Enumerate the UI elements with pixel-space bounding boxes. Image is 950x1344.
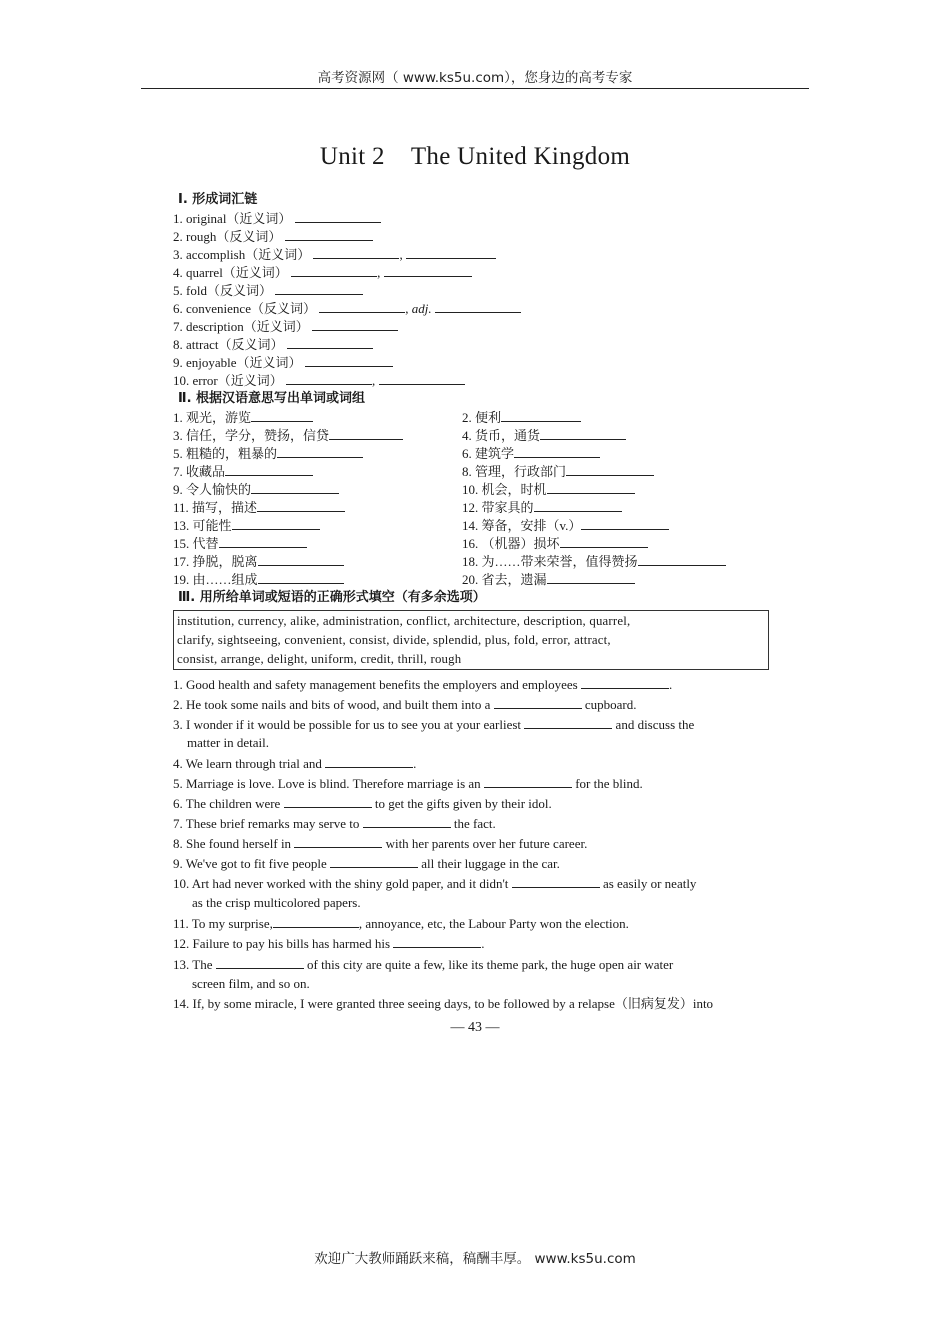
page-number: — 43 —: [450, 1020, 500, 1035]
word-box: [173, 610, 769, 670]
translate-item: 12. 带家具的: [462, 499, 622, 516]
answer-blank[interactable]: [285, 228, 373, 241]
answer-blank[interactable]: [329, 427, 403, 440]
answer-blank[interactable]: [313, 246, 399, 259]
fill-question: 6. The children were to get the gifts given by their idol.: [173, 796, 552, 811]
answer-blank[interactable]: [484, 775, 572, 788]
vocab-item: 3. accomplish（近义词） ,: [173, 246, 496, 263]
answer-blank[interactable]: [406, 246, 496, 259]
vocab-item: 10. error（近义词） ,: [173, 372, 465, 389]
fill-question: 12. Failure to pay his bills has harmed his .: [173, 936, 485, 951]
answer-blank[interactable]: [325, 755, 413, 768]
answer-blank[interactable]: [524, 716, 612, 729]
section-3-heading: Ⅲ. 用所给单词或短语的正确形式填空（有多余选项）: [178, 590, 486, 605]
fill-question: 8. She found herself in with her parents over her future career.: [173, 836, 588, 851]
translate-item: 17. 挣脱，脱离: [173, 553, 344, 570]
translate-item: 15. 代替: [173, 535, 307, 552]
answer-blank[interactable]: [312, 318, 398, 331]
answer-blank[interactable]: [384, 264, 472, 277]
answer-blank[interactable]: [232, 517, 320, 530]
answer-blank[interactable]: [273, 915, 359, 928]
fill-question: 1. Good health and safety management benefits the employers and employees .: [173, 677, 673, 692]
title-unit: Unit 2: [319, 143, 385, 170]
answer-blank[interactable]: [219, 535, 307, 548]
page-header: 高考资源网（ www.ks5u.com），您身边的高考专家: [317, 70, 633, 86]
answer-blank[interactable]: [284, 795, 372, 808]
answer-blank[interactable]: [512, 875, 600, 888]
translate-item: 2. 便利: [462, 409, 581, 426]
title-name: The United Kingdom: [410, 143, 631, 170]
fill-question: 9. We've got to fit five people all their luggage in the car.: [173, 856, 560, 871]
answer-blank[interactable]: [277, 445, 363, 458]
answer-blank[interactable]: [295, 210, 381, 223]
answer-blank[interactable]: [435, 300, 521, 313]
translate-item: 18. 为……带来荣誉，值得赞扬: [462, 553, 726, 570]
fill-question: 5. Marriage is love. Love is blind. Therefore marriage is an for the blind.: [173, 776, 643, 791]
answer-blank[interactable]: [251, 409, 313, 422]
answer-blank[interactable]: [638, 553, 726, 566]
fill-question: 10. Art had never worked with the shiny gold paper, and it didn't as easily or neatly: [173, 876, 697, 891]
fill-question: 7. These brief remarks may serve to the fact.: [173, 816, 496, 831]
answer-blank[interactable]: [257, 499, 345, 512]
fill-question: 14. If, by some miracle, I were granted three seeing days, to be followed by a relapse（旧病复发）into: [173, 996, 714, 1011]
answer-blank[interactable]: [258, 571, 344, 584]
fill-question: 4. We learn through trial and .: [173, 756, 417, 771]
vocab-item: 1. original（近义词）: [173, 210, 381, 227]
answer-blank[interactable]: [547, 571, 635, 584]
answer-blank[interactable]: [581, 517, 669, 530]
vocab-item: 8. attract（反义词）: [173, 336, 373, 353]
answer-blank[interactable]: [319, 300, 405, 313]
section-1-heading: Ⅰ. 形成词汇链: [178, 192, 258, 207]
translate-item: 5. 粗糙的，粗暴的: [173, 445, 363, 462]
translate-item: 1. 观光，游览: [173, 409, 313, 426]
word-box-row: consist, arrange, delight, uniform, credit, thrill, rough: [177, 652, 462, 666]
translate-item: 9. 令人愉快的: [173, 481, 339, 498]
vocab-item: 5. fold（反义词）: [173, 282, 363, 299]
fill-question-cont: matter in detail.: [187, 735, 269, 750]
page-footer: 欢迎广大教师踊跃来稿，稿酬丰厚。 www.ks5u.com: [314, 1251, 636, 1267]
translate-item: 19. 由……组成: [173, 571, 344, 588]
answer-blank[interactable]: [581, 676, 669, 689]
translate-item: 20. 省去，遗漏: [462, 571, 635, 588]
translate-item: 16. （机器）损坏: [462, 535, 648, 552]
answer-blank[interactable]: [286, 372, 372, 385]
translate-item: 14. 筹备，安排（v.）: [462, 517, 669, 534]
translate-item: 11. 描写，描述: [173, 499, 345, 516]
answer-blank[interactable]: [540, 427, 626, 440]
answer-blank[interactable]: [294, 835, 382, 848]
answer-blank[interactable]: [330, 855, 418, 868]
answer-blank[interactable]: [225, 463, 313, 476]
answer-blank[interactable]: [514, 445, 600, 458]
answer-blank[interactable]: [379, 372, 465, 385]
vocab-item: 2. rough（反义词）: [173, 228, 373, 245]
header-rule: [141, 88, 809, 89]
answer-blank[interactable]: [363, 815, 451, 828]
translate-item: 4. 货币，通货: [462, 427, 626, 444]
fill-question: 11. To my surprise, , annoyance, etc, the Labour Party won the election.: [173, 916, 629, 931]
section-2-heading: Ⅱ. 根据汉语意思写出单词或词组: [178, 391, 366, 406]
translate-item: 3. 信任，学分，赞扬，信贷: [173, 427, 403, 444]
translate-item: 6. 建筑学: [462, 445, 600, 462]
fill-question: 13. The of this city are quite a few, like its theme park, the huge open air water: [173, 957, 674, 972]
answer-blank[interactable]: [258, 553, 344, 566]
answer-blank[interactable]: [393, 935, 481, 948]
fill-question-cont: screen film, and so on.: [192, 976, 310, 991]
answer-blank[interactable]: [534, 499, 622, 512]
page-title: [0, 143, 950, 171]
answer-blank[interactable]: [216, 956, 304, 969]
vocab-item: 9. enjoyable（近义词）: [173, 354, 393, 371]
vocab-item: 7. description（近义词）: [173, 318, 398, 335]
vocab-item: 4. quarrel（近义词） ,: [173, 264, 472, 281]
fill-question-cont: as the crisp multicolored papers.: [192, 895, 361, 910]
word-box-row: institution, currency, alike, administration, conflict, architecture, description, quarrel,: [177, 614, 631, 628]
answer-blank[interactable]: [291, 264, 377, 277]
answer-blank[interactable]: [287, 336, 373, 349]
fill-question: 3. I wonder if it would be possible for us to see you at your earliest and discuss the: [173, 717, 695, 732]
answer-blank[interactable]: [501, 409, 581, 422]
fill-question: 2. He took some nails and bits of wood, and built them into a cupboard.: [173, 697, 637, 712]
answer-blank[interactable]: [566, 463, 654, 476]
answer-blank[interactable]: [560, 535, 648, 548]
translate-item: 10. 机会，时机: [462, 481, 635, 498]
translate-item: 7. 收藏品: [173, 463, 313, 480]
answer-blank[interactable]: [251, 481, 339, 494]
answer-blank[interactable]: [494, 696, 582, 709]
vocab-item: 6. convenience（反义词） , adj.: [173, 300, 521, 317]
translate-item: 13. 可能性: [173, 517, 320, 534]
answer-blank[interactable]: [305, 354, 393, 367]
word-box-row: clarify, sightseeing, convenient, consist, divide, splendid, plus, fold, error, attract,: [177, 633, 611, 647]
answer-blank[interactable]: [547, 481, 635, 494]
translate-item: 8. 管理，行政部门: [462, 463, 654, 480]
answer-blank[interactable]: [275, 282, 363, 295]
